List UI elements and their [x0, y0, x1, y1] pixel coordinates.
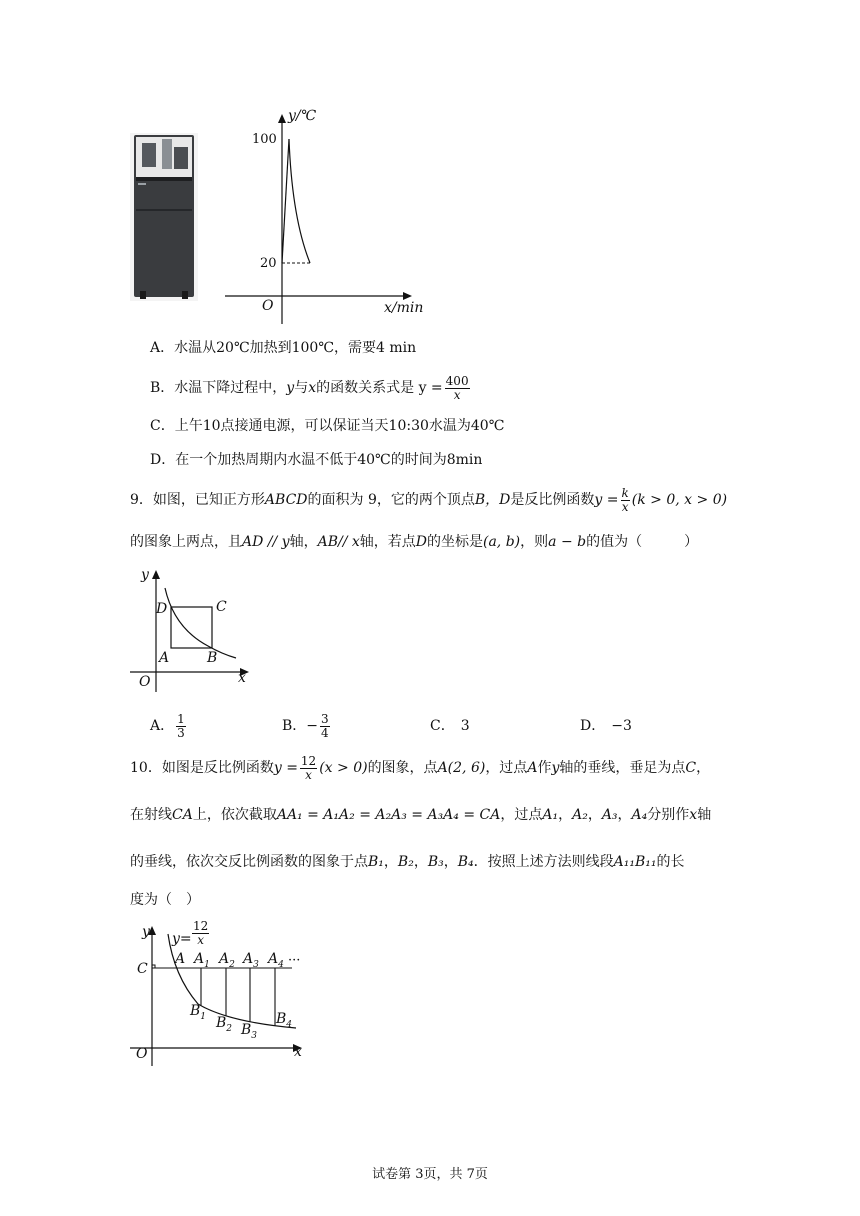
q9-option-d	[580, 716, 632, 736]
label: B	[241, 1022, 252, 1038]
origin-label: O	[262, 298, 274, 314]
fraction-numerator: k	[621, 485, 629, 500]
q10-line-1	[130, 750, 710, 786]
fraction-denominator: 4	[321, 725, 329, 740]
q9-text: 的面积为 9，它的两个顶点	[307, 492, 475, 508]
label: A	[243, 951, 254, 967]
q10-text: 10．如图是反比例函数	[130, 760, 274, 776]
option-value: 3	[460, 718, 470, 734]
q9-text: 轴，	[289, 534, 318, 550]
fraction-one-third	[176, 713, 186, 740]
fraction-denominator: 3	[177, 725, 185, 740]
ray-ca: CA	[172, 807, 193, 823]
q9-fig-o: O	[139, 674, 151, 690]
separator: ，	[558, 807, 573, 823]
q10-text: 轴	[697, 807, 712, 823]
label: A	[194, 951, 205, 967]
q10-fig-b2	[216, 1015, 232, 1034]
tick-20: 20	[260, 256, 277, 271]
fraction-denominator: x	[197, 933, 205, 947]
q9-option-c	[430, 716, 470, 736]
option-text: 水温下降过程中，	[174, 380, 287, 396]
q10-text: 分别作	[647, 807, 690, 823]
subscript: 1	[204, 959, 210, 970]
vertex-names: B，D	[474, 492, 511, 508]
option-letter: A．	[150, 340, 175, 356]
water-dispenser-image	[130, 133, 198, 301]
q10-text: ．按照上述方法则线段	[473, 854, 614, 870]
q10-text: 的图象，点	[367, 760, 438, 776]
q10-line-3	[130, 852, 684, 872]
fraction-numerator: 1	[177, 711, 185, 726]
fraction-three-quarters	[320, 713, 330, 740]
point-a4: A₄	[631, 807, 648, 823]
q9-text: 轴，若点	[359, 534, 416, 550]
q8-option-a	[150, 338, 416, 358]
subscript: 2	[226, 1023, 233, 1034]
parallel-ab: AB// x	[317, 534, 360, 550]
q10-fig-c: C	[137, 961, 148, 977]
label: A	[219, 951, 230, 967]
separator: ，	[383, 854, 398, 870]
q10-text: 上，依次截取	[192, 807, 277, 823]
q9-fig-y: y	[141, 567, 149, 583]
q9-line-1	[130, 482, 727, 518]
q10-fig-y: y	[142, 924, 150, 940]
subscript: 4	[278, 959, 284, 970]
q10-text: 轴的垂线，垂足为点	[559, 760, 686, 776]
q9-text: ，则	[520, 534, 549, 550]
option-letter: C．	[430, 718, 455, 734]
var-x: x	[689, 807, 698, 823]
temperature-graph	[220, 108, 430, 326]
separator: ，	[617, 807, 632, 823]
fraction-numerator: 12	[300, 753, 317, 768]
point-a3: A₃	[601, 807, 618, 823]
subscript: 3	[251, 1030, 258, 1041]
q10-fig-eq-frac	[190, 920, 211, 947]
q9-text: 是反比例函数	[510, 492, 595, 508]
separator: ，	[413, 854, 428, 870]
fraction-numerator: 12	[193, 919, 209, 933]
y-axis-label: y/℃	[288, 108, 317, 124]
option-letter: B．	[150, 380, 175, 396]
point-b3: B₃	[427, 854, 444, 870]
subscript: 2	[229, 959, 235, 970]
q10-text: ，过点	[485, 760, 528, 776]
q9-text: 的值为（ ）	[586, 534, 699, 550]
option-text: 的函数关系式是 y =	[316, 380, 443, 396]
option-text: 与	[294, 380, 309, 396]
q9-text: 9．如图，已知正方形	[130, 492, 265, 508]
q10-fig-eq-y: y=	[172, 931, 192, 947]
q10-fig-dots: ···	[288, 953, 301, 968]
point-c: C	[685, 760, 697, 776]
q9-fig-d: D	[156, 601, 168, 617]
separator: ，	[587, 807, 602, 823]
q10-line-2	[130, 805, 711, 825]
var-y: y	[551, 760, 560, 776]
coordinate: (a, b)	[483, 534, 521, 550]
square-name: ABCD	[264, 492, 308, 508]
fraction-12-over-x	[300, 755, 317, 782]
x-axis-label: x/min	[384, 300, 424, 316]
q9-fig-b: B	[207, 650, 218, 666]
var-x: x	[308, 380, 317, 396]
q9-fig-x: x	[238, 670, 246, 686]
q10-text: 作	[537, 760, 552, 776]
q8-option-b	[150, 370, 472, 406]
q10-fig-o: O	[136, 1046, 148, 1062]
q9-text: 的图象上两点，且	[130, 534, 242, 550]
parallel-ad: AD // y	[242, 534, 290, 550]
subscript: 4	[286, 1019, 293, 1030]
label: B	[276, 1011, 287, 1027]
q9-option-a	[150, 706, 188, 746]
q9-fig-c: C	[216, 599, 227, 615]
option-letter: B．	[282, 718, 307, 734]
tick-100: 100	[252, 132, 277, 147]
q9-fig-a: A	[159, 650, 170, 666]
point-b2: B₂	[397, 854, 414, 870]
q10-fig-b1	[190, 1003, 206, 1022]
expression: a − b	[548, 534, 587, 550]
func-y: y =	[273, 760, 298, 776]
fraction-denominator: x	[305, 767, 312, 782]
q10-figure	[128, 918, 313, 1068]
q10-fig-a4	[268, 951, 284, 970]
point-a1: A₁	[542, 807, 559, 823]
q10-fig-x: x	[294, 1044, 302, 1060]
q10-fig-b3	[241, 1022, 257, 1041]
q9-line-2	[130, 532, 698, 552]
fraction-denominator: x	[621, 499, 629, 514]
q9-text: 的坐标是	[427, 534, 483, 550]
q9-option-b	[282, 706, 332, 746]
q10-fig-b4	[276, 1011, 292, 1030]
q9-figure	[128, 566, 258, 694]
q10-text: 的长	[656, 854, 685, 870]
q10-fig-a1	[194, 951, 210, 970]
q8-option-d	[150, 450, 482, 470]
label: A	[268, 951, 279, 967]
q10-fig-a3	[243, 951, 259, 970]
fig-fraction	[192, 920, 209, 947]
q10-text: 在射线	[130, 807, 172, 823]
minus-sign: −	[306, 718, 319, 734]
option-text: 在一个加热周期内水温不低于40℃的时间为8min	[175, 452, 483, 468]
equal-segments: AA₁ = A₁A₂ = A₂A₃ = A₃A₄ = CA	[276, 807, 501, 823]
segment-a11b11: A₁₁B₁₁	[613, 854, 657, 870]
point-b1: B₁	[368, 854, 384, 870]
option-text: 上午10点接通电源，可以保证当天10:30水温为40℃	[174, 418, 505, 434]
func-y: y =	[594, 492, 619, 508]
point-a-coord: A(2, 6)	[437, 760, 486, 776]
option-text: 水温从20℃加热到100℃，需要4 min	[174, 340, 417, 356]
option-letter: D．	[150, 452, 176, 468]
separator: ，	[443, 854, 458, 870]
q10-text: ，	[696, 760, 711, 776]
page-footer: 试卷第 3页，共 7页	[372, 1167, 488, 1182]
q10-fig-a2	[219, 951, 235, 970]
subscript: 1	[200, 1011, 207, 1022]
option-letter: A．	[150, 718, 175, 734]
fraction-k-over-x	[621, 487, 630, 514]
q10-fig-a: A	[175, 951, 186, 967]
q10-text: ，过点	[500, 807, 543, 823]
option-letter: D．	[580, 718, 606, 734]
var-y: y	[286, 380, 295, 396]
option-letter: C．	[150, 418, 175, 434]
fraction-numerator: 400	[445, 373, 469, 388]
fraction-400-over-x	[445, 375, 470, 402]
q10-text: 度为（ ）	[130, 892, 200, 908]
option-value: −3	[611, 718, 632, 734]
domain-condition: (k > 0, x > 0)	[631, 492, 728, 508]
subscript: 3	[253, 959, 259, 970]
fraction-numerator: 3	[321, 711, 329, 726]
domain-condition: (x > 0)	[319, 760, 368, 776]
point-d: D	[415, 534, 427, 550]
q10-line-4	[130, 890, 200, 910]
label: B	[216, 1015, 227, 1031]
q8-option-c	[150, 416, 504, 436]
q10-text: 的垂线，依次交反比例函数的图象于点	[130, 854, 368, 870]
label: B	[190, 1003, 201, 1019]
point-a2: A₂	[572, 807, 588, 823]
point-a: A	[527, 760, 538, 776]
point-b4: B₄	[457, 854, 474, 870]
fraction-denominator: x	[453, 387, 461, 402]
